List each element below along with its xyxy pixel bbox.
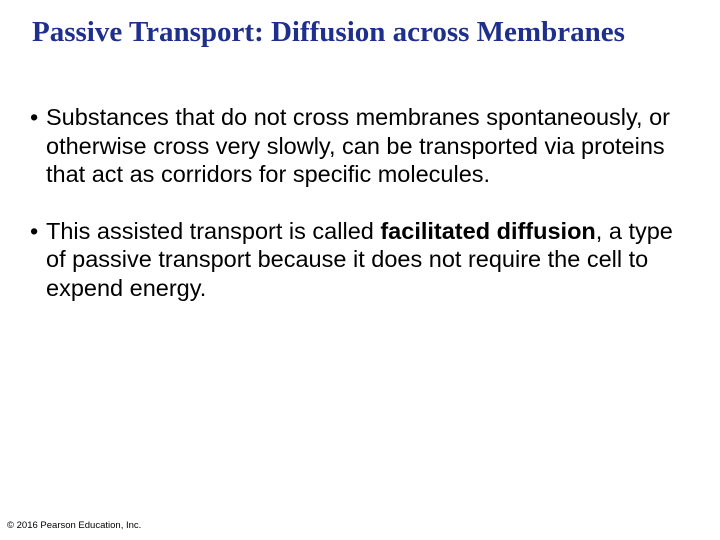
- bullet-text-tail: , a type of passive transport because it does not require the cell to expend energy.: [46, 217, 673, 301]
- copyright-notice: © 2016 Pearson Education, Inc.: [7, 520, 142, 531]
- bullet-marker: •: [30, 217, 39, 244]
- bullet-list: [30, 103, 690, 302]
- bold-term: facilitated diffusion: [380, 217, 596, 244]
- bullet-text: Substances that do not cross membranes spontaneously, or otherwise cross very slowly, can be transported via proteins that act as corridors for specific molecules.: [46, 104, 670, 187]
- bullet-text-lead: This assisted transport is called: [46, 217, 381, 244]
- bullet-item-1: [30, 103, 690, 189]
- slide-title: Passive Transport: Diffusion across Membranes: [32, 16, 625, 48]
- bullet-item-2: [30, 217, 690, 303]
- bullet-marker: •: [30, 104, 39, 130]
